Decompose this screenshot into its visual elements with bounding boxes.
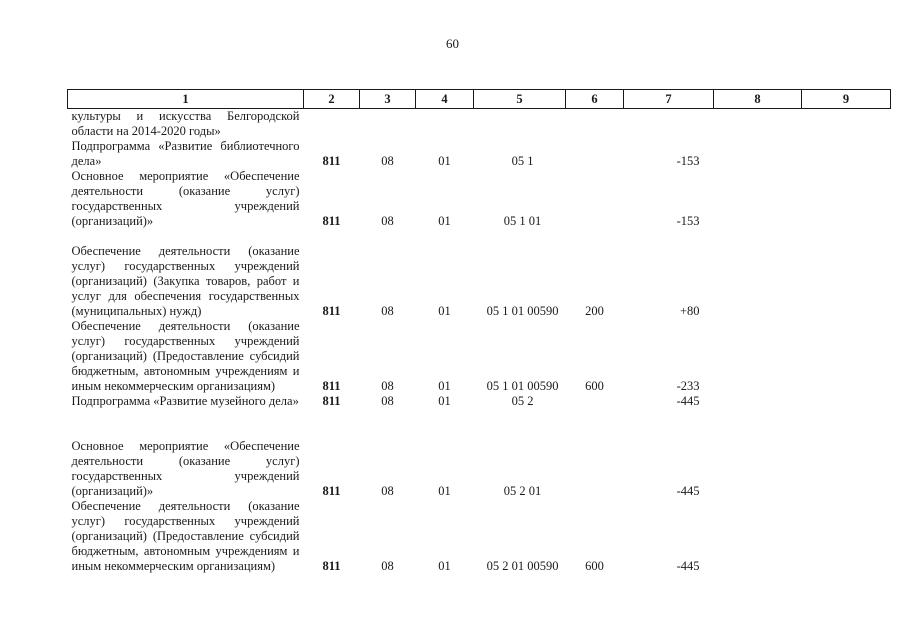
spacer-row	[68, 409, 891, 424]
cell-amount: +80	[679, 304, 700, 318]
row-name: культуры и искусства Белгородской области на 2014-2020 годы»	[71, 109, 300, 138]
cell-target-code	[474, 109, 566, 140]
cell-subsection: 01	[438, 304, 451, 318]
cell-expense-type	[566, 109, 624, 140]
cell-section: 08	[381, 379, 394, 393]
cell-expense-type: 600	[585, 559, 604, 573]
row-name: Обеспечение деятельности (оказание услуг) государственных учреждений (организаций) (Предоставление субсидий бюджетным, автономным учреждениям и иным некоммерческим организациям)	[71, 319, 300, 393]
row-name: Обеспечение деятельности (оказание услуг) государственных учреждений (организаций) (Предоставление субсидий бюджетным, автономным учреждениям и иным некоммерческим организациям)	[71, 499, 300, 573]
cell-target-code: 05 1	[511, 154, 534, 168]
row-name: Подпрограмма «Развитие библиотечного дела»	[71, 139, 300, 168]
cell-section: 08	[381, 484, 394, 498]
cell-col-9	[802, 109, 891, 140]
table-row	[68, 319, 891, 394]
cell-subsection	[416, 109, 474, 140]
cell-expense-type	[566, 169, 624, 229]
cell-subsection: 01	[438, 559, 451, 573]
header-col-6: 6	[566, 90, 624, 109]
table-row	[68, 139, 891, 169]
table-row	[68, 439, 891, 499]
cell-target-code: 05 1 01 00590	[486, 304, 559, 318]
cell-subsection: 01	[438, 394, 451, 408]
cell-col-8	[714, 394, 802, 409]
header-col-9: 9	[802, 90, 891, 109]
cell-col-8	[714, 439, 802, 499]
cell-col-9	[802, 169, 891, 229]
cell-section: 08	[381, 304, 394, 318]
row-name: Обеспечение деятельности (оказание услуг) государственных учреждений (организаций) (Закупка товаров, работ и услуг для обеспечения государственных (муниципальных) нужд)	[71, 244, 300, 318]
cell-col-8	[714, 244, 802, 319]
header-col-1: 1	[68, 90, 304, 109]
cell-section: 08	[381, 559, 394, 573]
cell-ministry: 811	[322, 394, 341, 408]
spacer-row	[68, 229, 891, 244]
header-col-7: 7	[624, 90, 714, 109]
cell-expense-type: 600	[585, 379, 604, 393]
cell-amount: -445	[676, 559, 700, 573]
header-col-4: 4	[416, 90, 474, 109]
header-col-8: 8	[714, 90, 802, 109]
row-name: Основное мероприятие «Обеспечение деятельности (оказание услуг) государственных учреждений (организаций)»	[71, 439, 300, 498]
cell-col-9	[802, 139, 891, 169]
cell-ministry: 811	[322, 154, 341, 168]
cell-ministry: 811	[322, 304, 341, 318]
cell-ministry: 811	[322, 559, 341, 573]
cell-target-code: 05 2 01	[503, 484, 542, 498]
cell-amount: -153	[676, 214, 700, 228]
table-row	[68, 394, 891, 409]
cell-expense-type	[566, 394, 624, 409]
cell-amount: -233	[676, 379, 700, 393]
table-header-row	[68, 90, 891, 109]
cell-section: 08	[381, 394, 394, 408]
cell-subsection: 01	[438, 154, 451, 168]
header-col-5: 5	[474, 90, 566, 109]
cell-ministry: 811	[322, 214, 341, 228]
cell-target-code: 05 2	[511, 394, 534, 408]
cell-amount: -445	[676, 394, 700, 408]
cell-target-code: 05 2 01 00590	[486, 559, 559, 573]
cell-col-8	[714, 499, 802, 574]
cell-section: 08	[381, 214, 394, 228]
table-row	[68, 499, 891, 574]
cell-col-9	[802, 244, 891, 319]
table-row	[68, 169, 891, 229]
page-number: 60	[446, 36, 459, 51]
cell-subsection: 01	[438, 484, 451, 498]
budget-table	[67, 89, 891, 574]
cell-expense-type: 200	[585, 304, 604, 318]
cell-col-8	[714, 109, 802, 140]
cell-subsection: 01	[438, 379, 451, 393]
cell-subsection: 01	[438, 214, 451, 228]
cell-ministry: 811	[322, 379, 341, 393]
cell-expense-type	[566, 139, 624, 169]
cell-col-8	[714, 319, 802, 394]
cell-expense-type	[566, 439, 624, 499]
table-row	[68, 244, 891, 319]
cell-amount: -153	[676, 154, 700, 168]
cell-col-8	[714, 139, 802, 169]
cell-target-code: 05 1 01	[503, 214, 542, 228]
spacer-row	[68, 424, 891, 439]
cell-col-8	[714, 169, 802, 229]
cell-col-9	[802, 394, 891, 409]
cell-col-9	[802, 319, 891, 394]
cell-ministry	[304, 109, 360, 140]
cell-section: 08	[381, 154, 394, 168]
cell-section	[360, 109, 416, 140]
cell-amount: -445	[676, 484, 700, 498]
row-name: Подпрограмма «Развитие музейного дела»	[71, 394, 299, 408]
cell-amount	[624, 109, 714, 140]
header-col-3: 3	[360, 90, 416, 109]
cell-col-9	[802, 439, 891, 499]
header-col-2: 2	[304, 90, 360, 109]
cell-col-9	[802, 499, 891, 574]
table-row	[68, 109, 891, 140]
cell-target-code: 05 1 01 00590	[486, 379, 559, 393]
cell-ministry: 811	[322, 484, 341, 498]
row-name: Основное мероприятие «Обеспечение деятельности (оказание услуг) государственных учреждений (организаций)»	[71, 169, 300, 228]
